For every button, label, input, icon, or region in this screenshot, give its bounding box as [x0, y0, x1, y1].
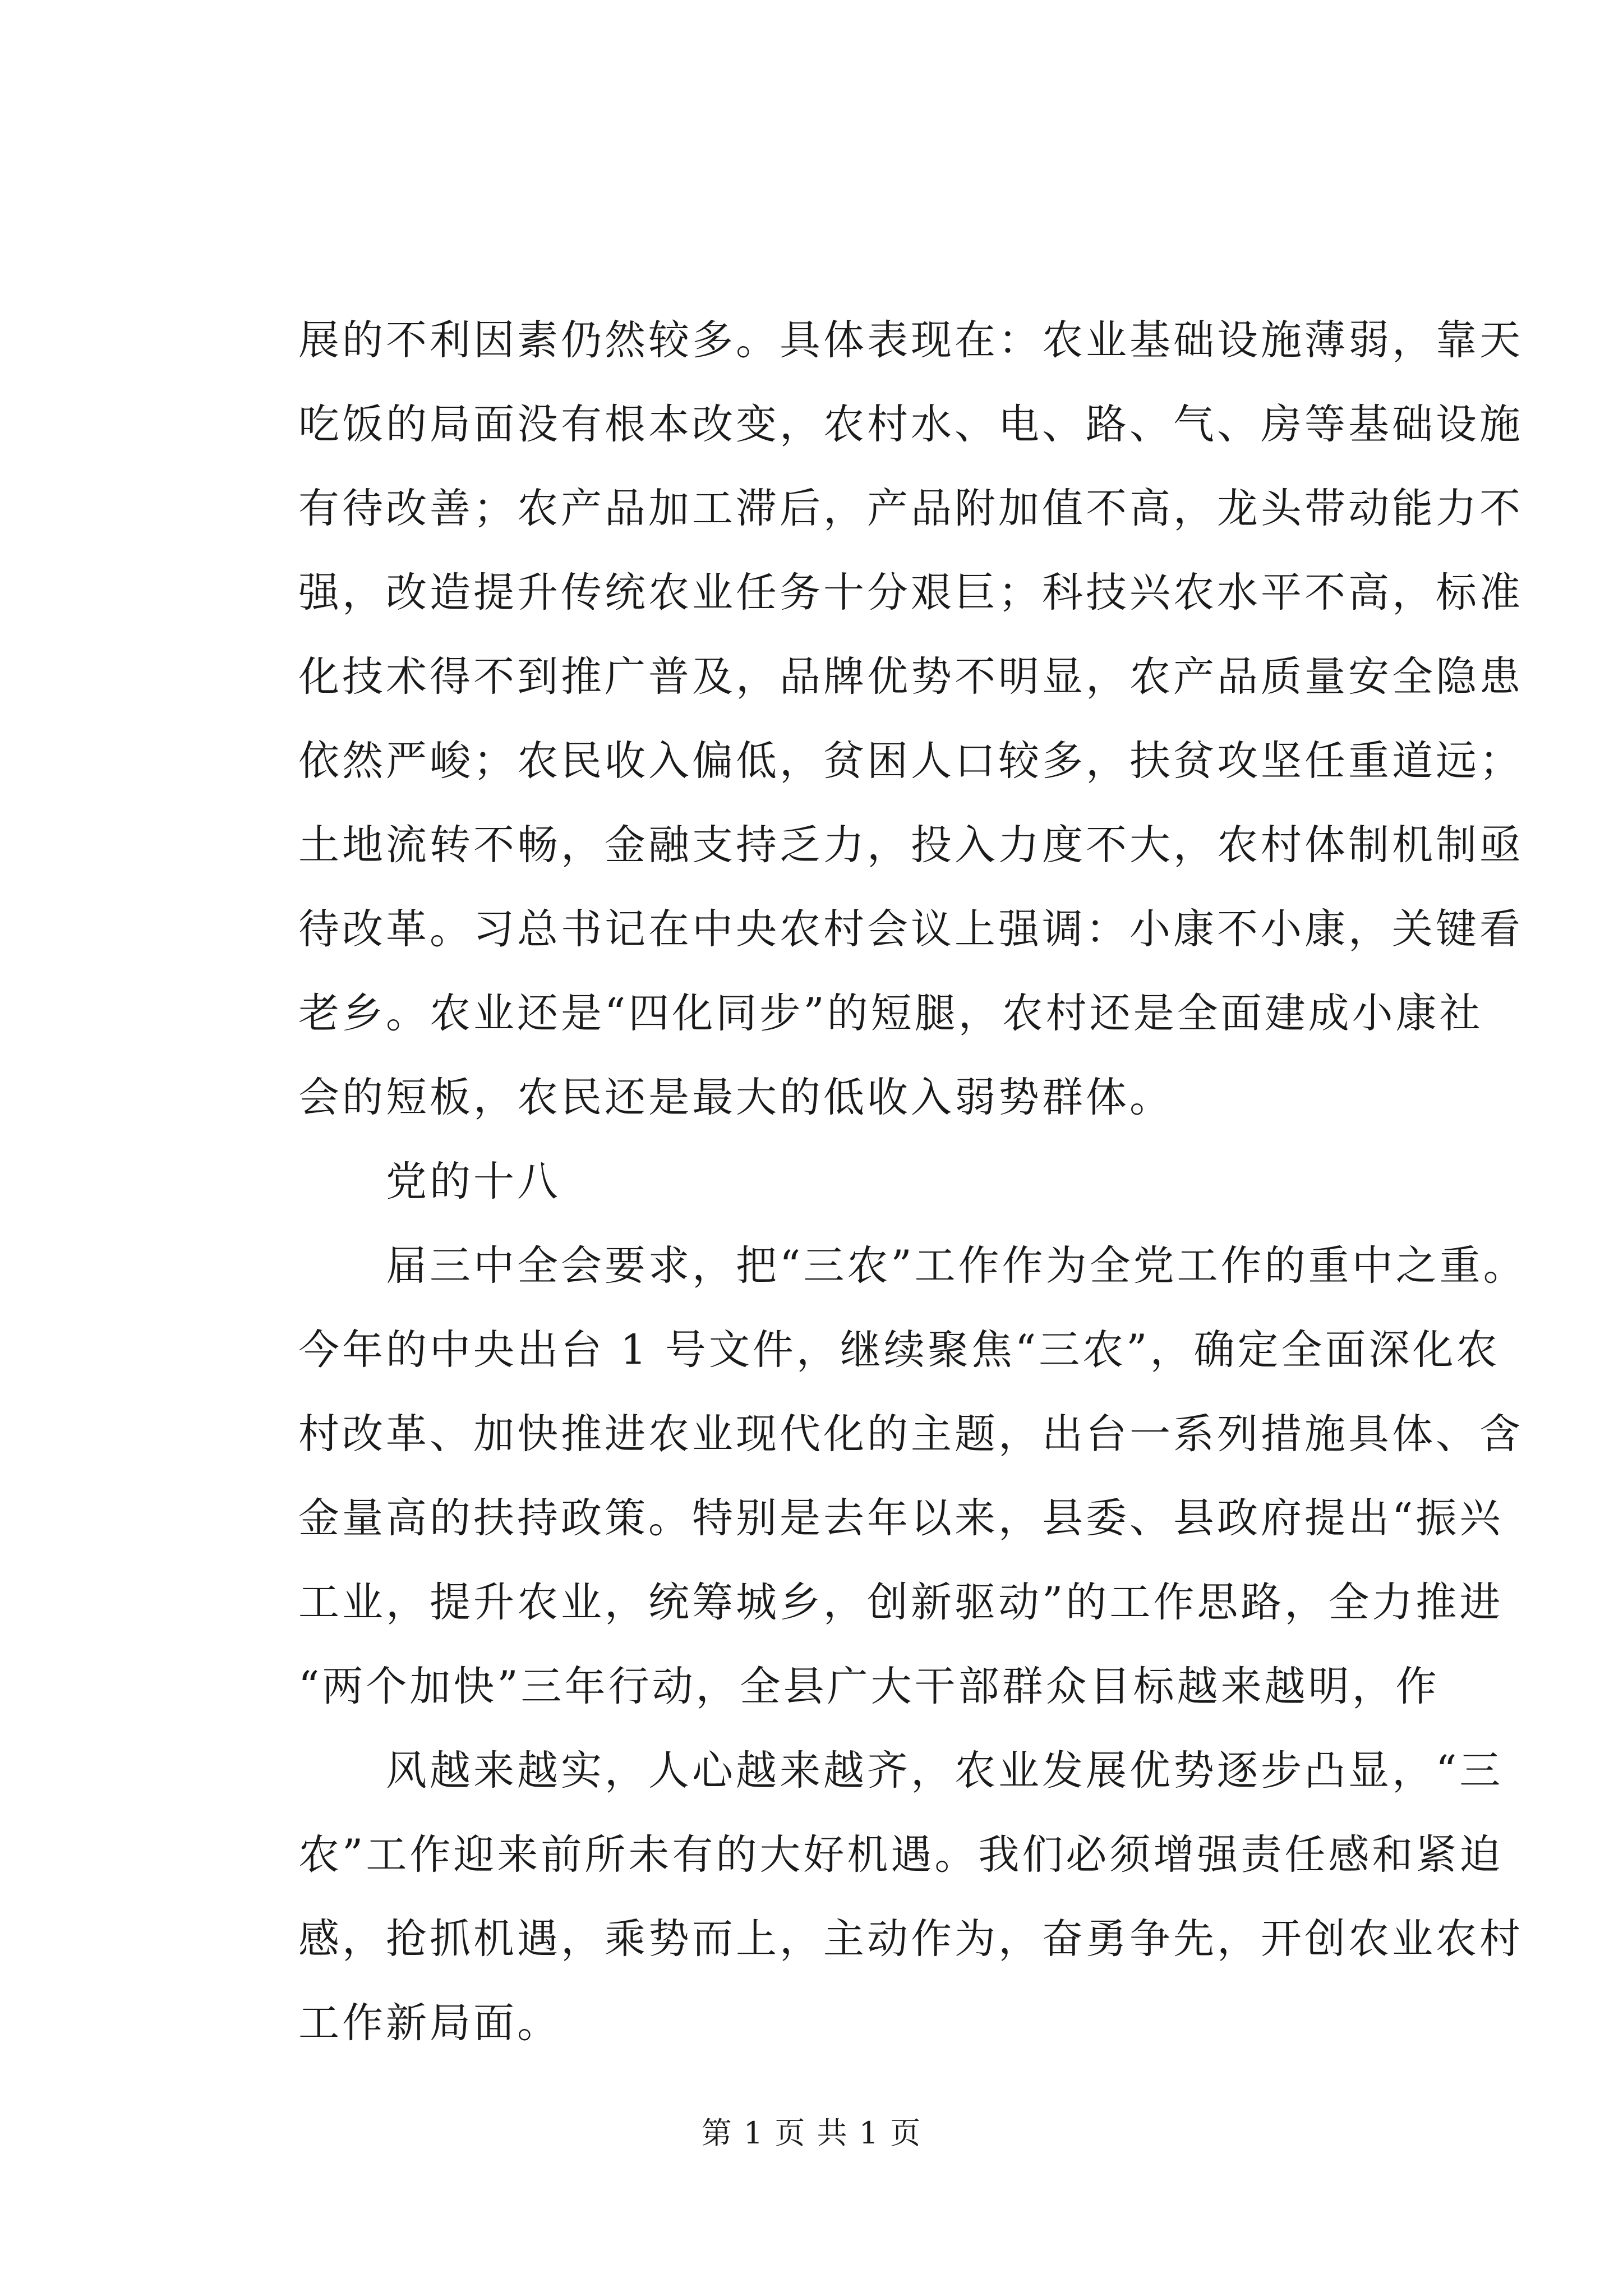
paragraph-start-line: 届三中全会要求，把“三农”工作作为全党工作的重中之重。	[386, 1242, 1527, 1290]
document-body	[298, 298, 1527, 2065]
text-line: 农”工作迎来前所未有的大好机遇。我们必须增强责任感和紧迫	[298, 1831, 1504, 1879]
text-line: 化技术得不到推广普及，品牌优势不明显，农产品质量安全隐患	[298, 653, 1523, 701]
page-footer: 第 1 页 共 1 页	[701, 2115, 922, 2151]
text-line: “两个加快”三年行动，全县广大干部群众目标越来越明，作	[298, 1663, 1440, 1710]
text-line: 村改革、加快推进农业现代化的主题，出台一系列措施具体、含	[298, 1410, 1523, 1458]
text-line: 工业，提升农业，统筹城乡，创新驱动”的工作思路，全力推进	[298, 1579, 1504, 1626]
text-line: 感，抢抓机遇，乘势而上，主动作为，奋勇争先，开创农业农村	[298, 1915, 1523, 1963]
text-line: 土地流转不畅，金融支持乏力，投入力度不大，农村体制机制亟	[298, 821, 1523, 869]
text-line: 今年的中央出台 1 号文件，继续聚焦“三农”，确定全面深化农	[298, 1326, 1500, 1374]
text-line: 依然严峻；农民收入偏低，贫困人口较多，扶贫攻坚任重道远；	[298, 737, 1523, 785]
text-line: 金量高的扶持政策。特别是去年以来，县委、县政府提出“振兴	[298, 1494, 1504, 1542]
text-line: 工作新局面。	[298, 1999, 561, 2047]
text-line: 老乡。农业还是“四化同步”的短腿，农村还是全面建成小康社	[298, 990, 1483, 1037]
text-line: 有待改善；农产品加工滞后，产品附加值不高，龙头带动能力不	[298, 485, 1523, 532]
text-line: 吃饭的局面没有根本改变，农村水、电、路、气、房等基础设施	[298, 401, 1523, 448]
paragraph-start-line: 风越来越实，人心越来越齐，农业发展优势逐步凸显，“三	[386, 1747, 1504, 1795]
text-line: 强，改造提升传统农业任务十分艰巨；科技兴农水平不高，标准	[298, 569, 1523, 616]
text-line: 展的不利因素仍然较多。具体表现在：农业基础设施薄弱，靠天	[298, 316, 1523, 364]
text-line: 待改革。习总书记在中央农村会议上强调：小康不小康，关键看	[298, 905, 1523, 953]
paragraph-start-line: 党的十八	[386, 1158, 561, 1205]
text-line: 会的短板，农民还是最大的低收入弱势群体。	[298, 1074, 1173, 1121]
